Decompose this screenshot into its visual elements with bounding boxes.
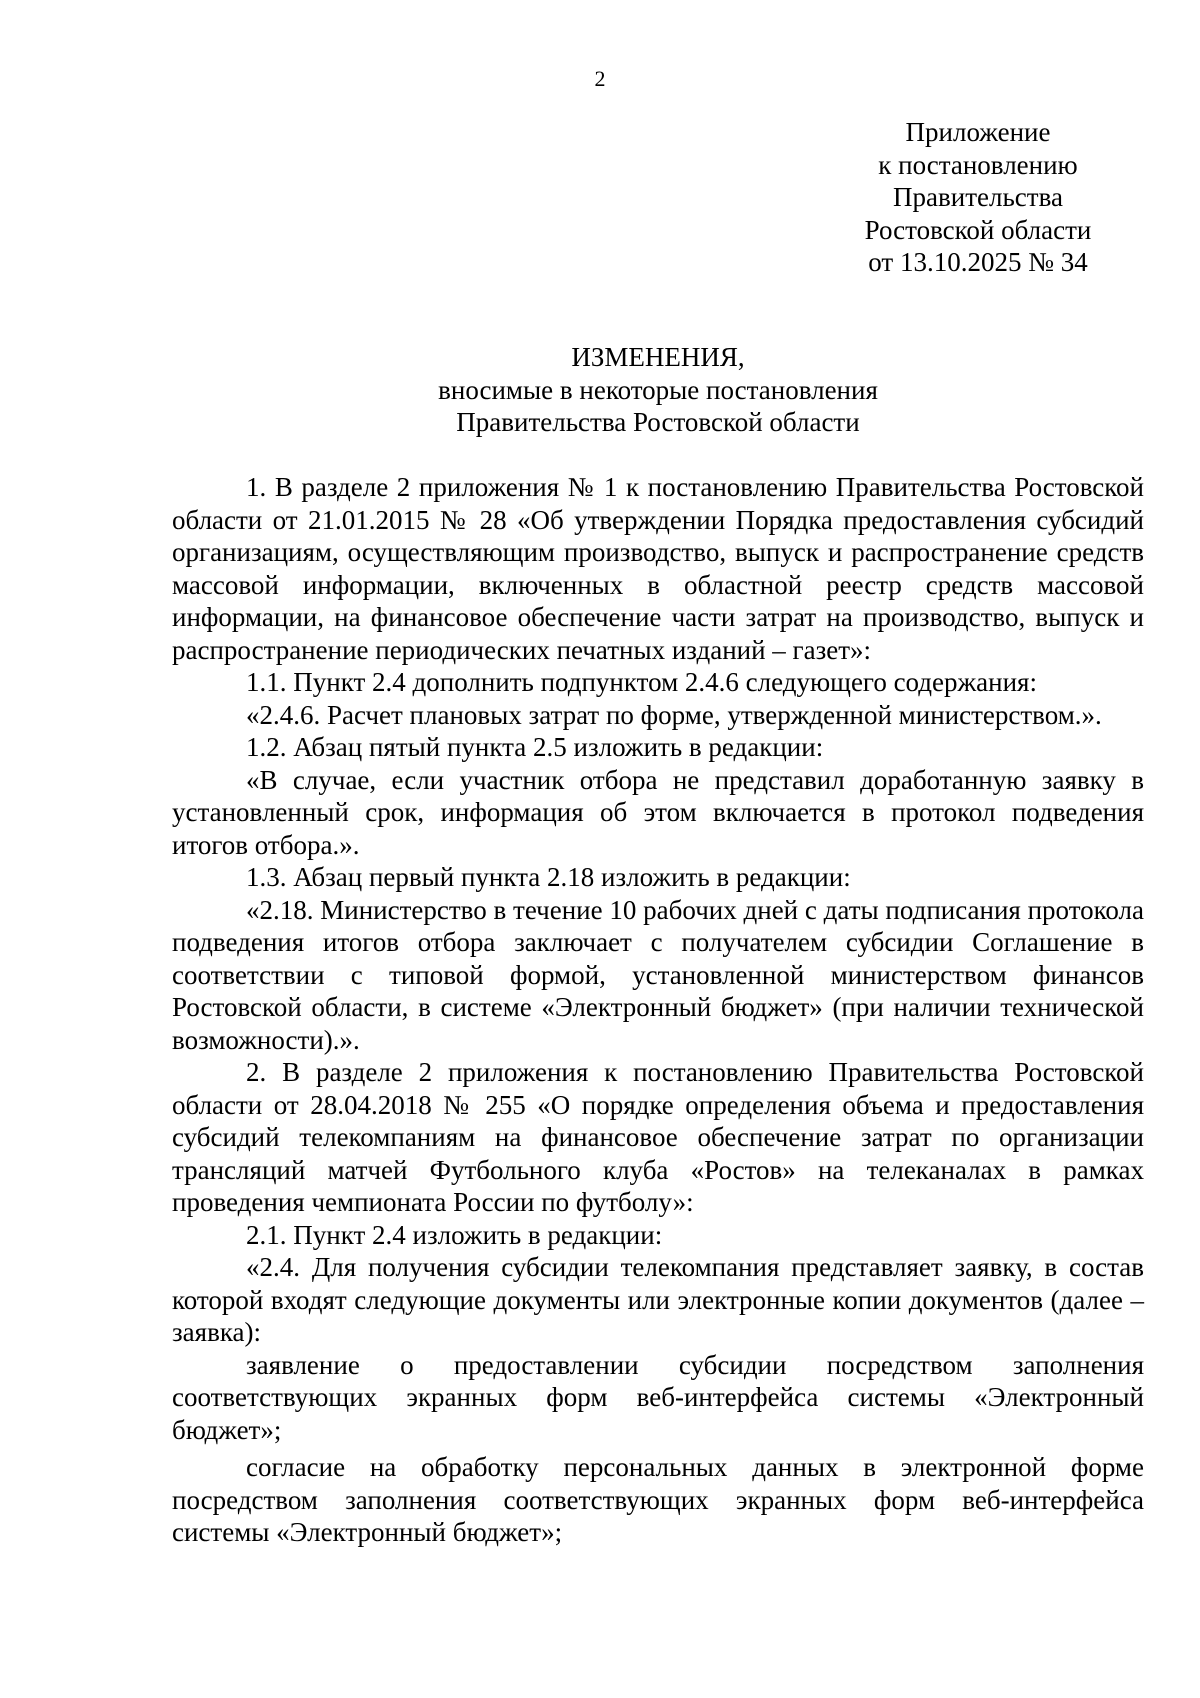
- paragraph-2-1-quote: «2.4. Для получения субсидии телекомпания представляет заявку, в состав которой входят следующие документы или электронные копии документов (далее – заявка):: [172, 1252, 1144, 1347]
- paragraph-2-1: 2.1. Пункт 2.4 изложить в редакции:: [246, 1219, 663, 1250]
- paragraph-personal-data-consent: согласие на обработку персональных данных в электронной форме посредством заполнения соответствующих экранных форм веб-интерфейса системы «Электронный бюджет»;: [172, 1452, 1144, 1547]
- paragraph-1-1-quote: «2.4.6. Расчет плановых затрат по форме, утвержденной министерством.».: [246, 699, 1102, 730]
- heading-subtitle-2: Правительства Ростовской области: [456, 407, 860, 437]
- paragraph-1: 1. В разделе 2 приложения № 1 к постановлению Правительства Ростовской области от 21.01.2015 № 28 «Об утверждении Порядка предоставления субсидий организациям, осуществляющим производство, выпуск и распространение средств массовой информации, включенных в областной реестр средств массовой информации, на финансовое обеспечение части затрат на производство, выпуск и распространение периодических печатных изданий – газет»:: [172, 472, 1144, 665]
- document-heading: [172, 341, 1144, 439]
- appendix-line-2: к постановлению: [878, 149, 1078, 180]
- appendix-line-3: Правительства: [893, 182, 1063, 212]
- appendix-line-4: Ростовской области: [864, 214, 1092, 245]
- document-body: [172, 471, 1144, 1549]
- appendix-block: [810, 116, 1146, 279]
- heading-title: ИЗМЕНЕНИЯ,: [571, 342, 745, 372]
- paragraph-1-2-quote: «В случае, если участник отбора не представил доработанную заявку в установленный срок, информация об этом включается в протокол подведения итогов отбора.».: [172, 764, 1144, 860]
- paragraph-1-1: 1.1. Пункт 2.4 дополнить подпунктом 2.4.6 следующего содержания:: [246, 667, 1037, 697]
- paragraph-application-statement: заявление о предоставлении субсидии посредством заполнения соответствующих экранных форм веб-интерфейса системы «Электронный бюджет»;: [172, 1349, 1144, 1445]
- paragraph-1-2: 1.2. Абзац пятый пункта 2.5 изложить в редакции:: [246, 732, 824, 762]
- heading-subtitle-1: вносимые в некоторые постановления: [438, 374, 878, 405]
- appendix-line-5: от 13.10.2025 № 34: [868, 247, 1088, 277]
- paragraph-1-3: 1.3. Абзац первый пункта 2.18 изложить в редакции:: [246, 862, 851, 892]
- appendix-line-1: Приложение: [905, 117, 1051, 147]
- page-number: 2: [594, 66, 606, 91]
- paragraph-2: 2. В разделе 2 приложения к постановлению Правительства Ростовской области от 28.04.2018 № 255 «О порядке определения объема и предоставления субсидий телекомпаниям на финансовое обеспечение затрат по организации трансляций матчей Футбольного клуба «Ростов» на телеканалах в рамках проведения чемпионата России по футболу»:: [172, 1057, 1144, 1217]
- paragraph-1-3-quote: «2.18. Министерство в течение 10 рабочих дней с даты подписания протокола подведения итогов отбора заключает с получателем субсидии Соглашение в соответствии с типовой формой, установленной министерством финансов Ростовской области, в системе «Электронный бюджет» (при наличии технической возможности).».: [172, 894, 1144, 1055]
